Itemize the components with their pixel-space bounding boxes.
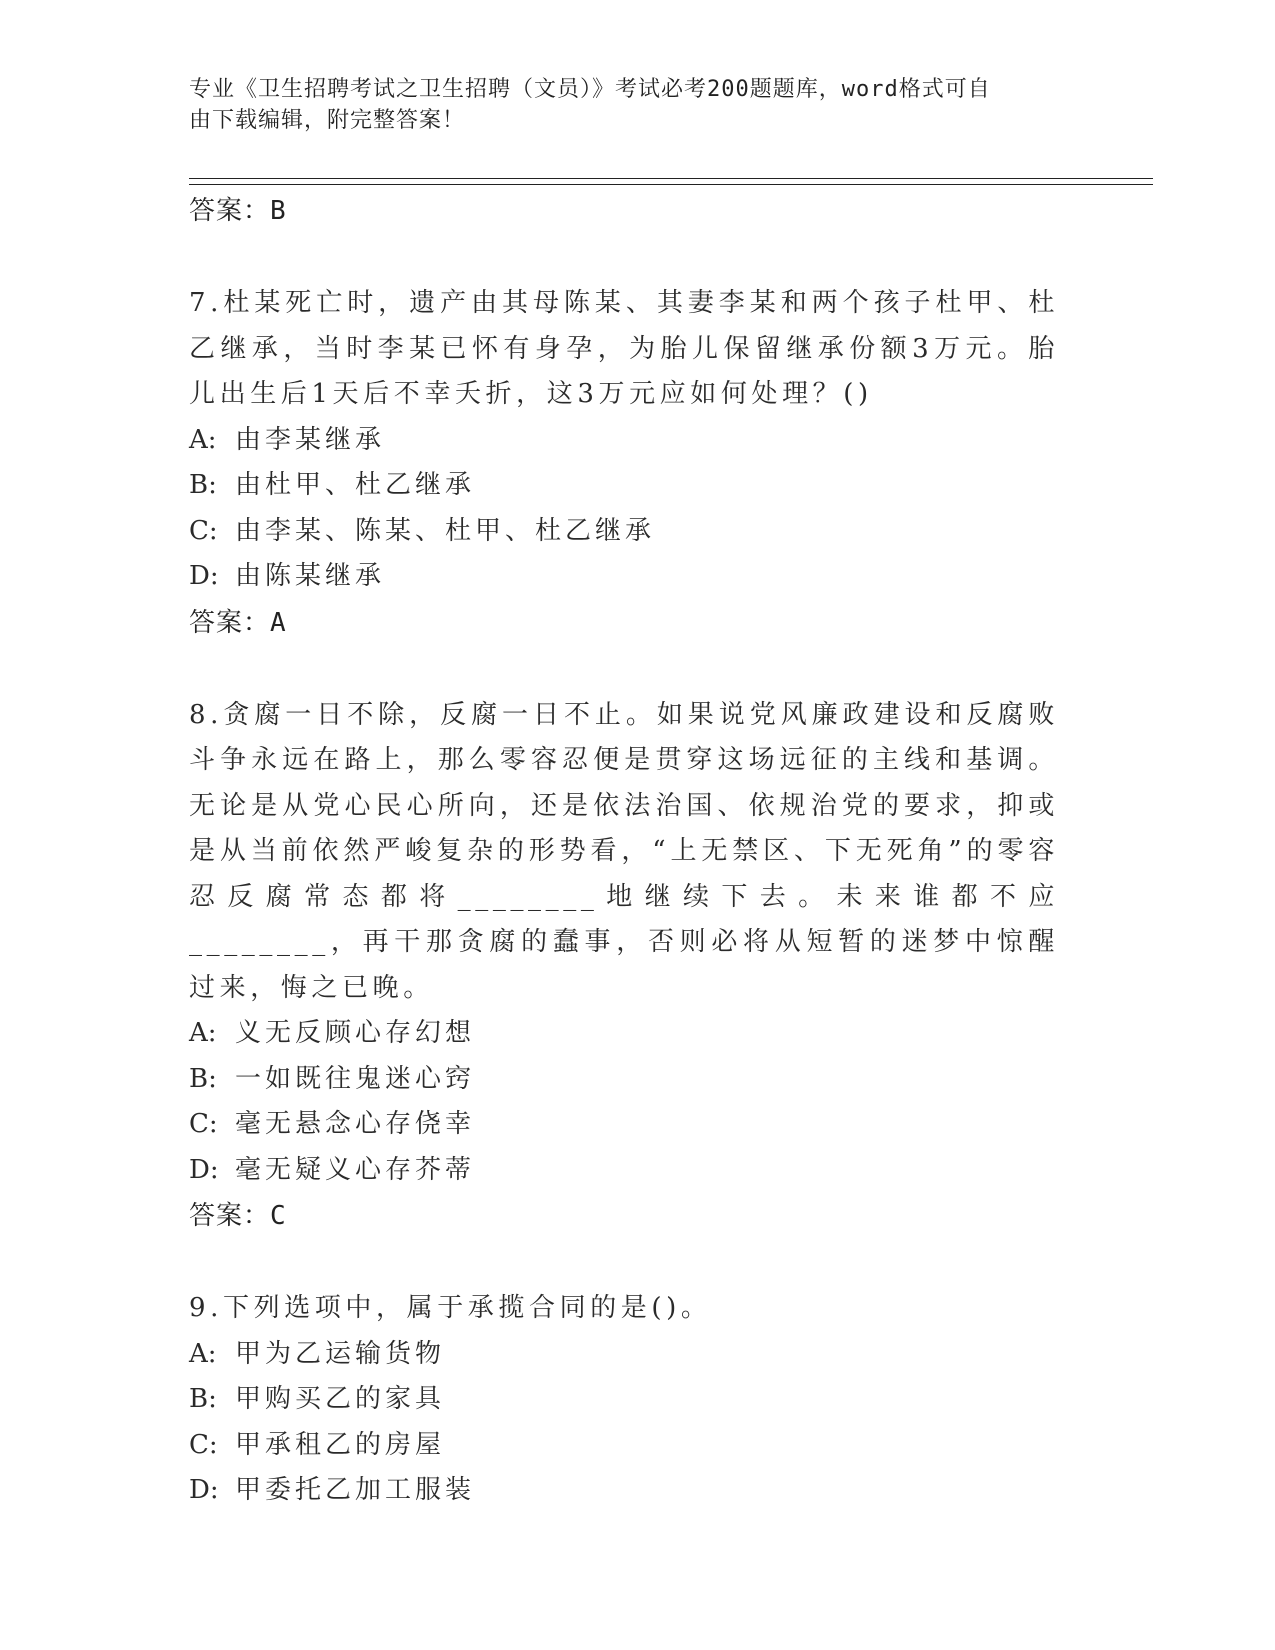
question-answer: 答案：C — [189, 1201, 287, 1231]
question-8 — [189, 693, 1059, 1240]
option-text: 毫无悬念心存侥幸 — [235, 1109, 476, 1139]
option-key: D: — [189, 1154, 219, 1185]
option-text: 由杜甲、杜乙继承 — [235, 470, 476, 500]
option-key: D: — [189, 1475, 219, 1505]
option-text: 由李某、陈某、杜甲、杜乙继承 — [235, 515, 656, 546]
option-text: 甲为乙运输货物 — [235, 1338, 446, 1369]
option-b — [189, 463, 1059, 509]
option-key: D: — [189, 561, 219, 591]
option-c — [189, 509, 1059, 555]
option-key: C: — [189, 1429, 218, 1460]
header-divider-bottom — [189, 184, 1153, 185]
option-key: B: — [189, 470, 217, 500]
option-key: A: — [189, 424, 217, 455]
option-text: 一如既往鬼迷心窍 — [235, 1063, 476, 1094]
header-line-2: 由下载编辑，附完整答案！ — [189, 108, 466, 133]
previous-answer: 答案：B — [189, 196, 287, 226]
option-key: C: — [189, 1109, 218, 1139]
question-stem: 9.下列选项中，属于承揽合同的是()。 — [189, 1293, 712, 1323]
option-text: 甲委托乙加工服装 — [235, 1475, 476, 1505]
option-text: 由李某继承 — [235, 424, 386, 455]
option-text: 义无反顾心存幻想 — [235, 1018, 476, 1048]
question-7 — [189, 281, 1059, 646]
spacer — [189, 234, 1059, 281]
option-key: B: — [189, 1063, 217, 1094]
question-answer: 答案：A — [189, 607, 287, 638]
question-9 — [189, 1286, 1059, 1514]
option-d — [189, 1468, 1059, 1514]
question-stem: 7.杜某死亡时，遗产由其母陈某、其妻李某和两个孩子杜甲、杜乙继承，当时李某已怀有身孕，为胎儿保留继承份额3万元。胎儿出生后1天后不幸夭折，这3万元应如何处理？() — [189, 288, 1059, 409]
option-text: 由陈某继承 — [235, 561, 386, 591]
option-b — [189, 1057, 1059, 1103]
header-divider-top — [189, 178, 1153, 179]
header-line-1: 专业《卫生招聘考试之卫生招聘（文员）》考试必考200题题库，word格式可自 — [189, 77, 991, 102]
option-text: 甲承租乙的房屋 — [235, 1429, 446, 1460]
option-text: 甲购买乙的家具 — [235, 1384, 446, 1414]
option-c — [189, 1423, 1059, 1469]
option-b — [189, 1377, 1059, 1423]
document-body — [189, 188, 1059, 1514]
option-a — [189, 1011, 1059, 1057]
option-d — [189, 554, 1059, 600]
option-key: C: — [189, 515, 218, 546]
option-c — [189, 1102, 1059, 1148]
option-a — [189, 1332, 1059, 1378]
option-a — [189, 418, 1059, 464]
document-header — [189, 74, 1069, 136]
spacer — [189, 1239, 1059, 1286]
option-key: A: — [189, 1338, 217, 1369]
question-stem: 8.贪腐一日不除，反腐一日不止。如果说党风廉政建设和反腐败斗争永远在路上，那么零容忍便是贯穿这场远征的主线和基调。无论是从党心民心所向，还是依法治国、依规治党的要求，抑或是从当前依然严峻复杂的形势看，“上无禁区、下无死角”的零容忍反腐常态都将________地继续下去。未来谁都不应________，再干那贪腐的蠢事，否则必将从短暂的迷梦中惊醒过来，悔之已晚。 — [189, 699, 1059, 1003]
option-text: 毫无疑义心存芥蒂 — [235, 1154, 476, 1185]
option-key: A: — [189, 1018, 217, 1048]
option-key: B: — [189, 1384, 217, 1414]
option-d — [189, 1148, 1059, 1194]
spacer — [189, 646, 1059, 693]
